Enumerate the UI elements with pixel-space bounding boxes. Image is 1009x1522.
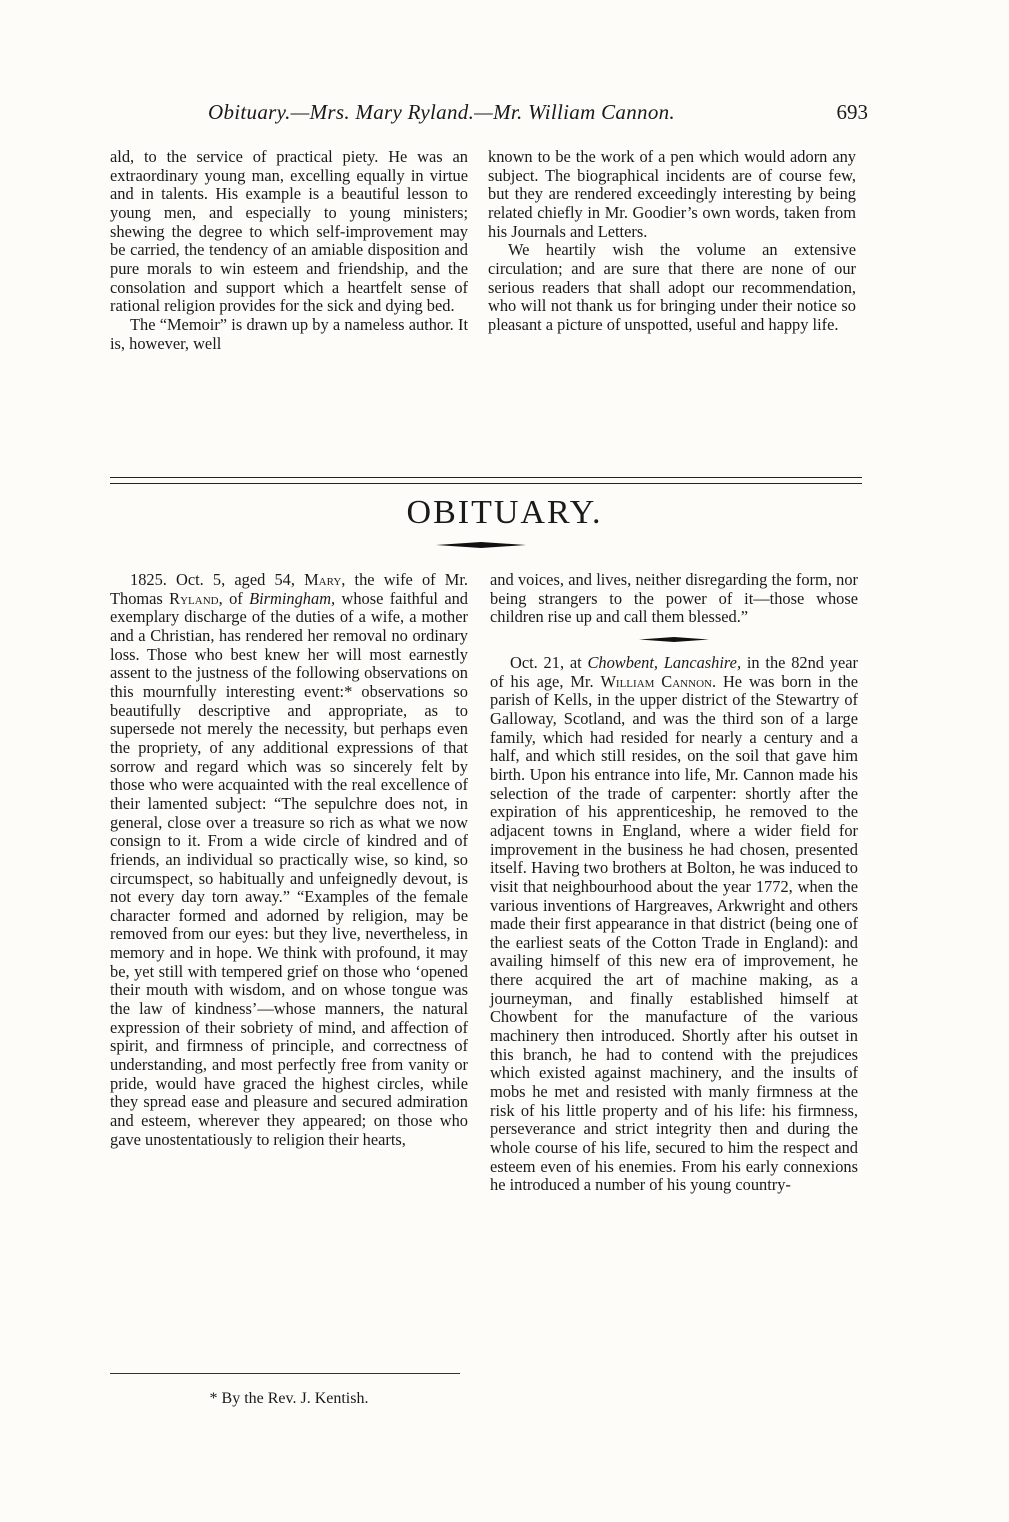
running-head xyxy=(108,100,868,134)
page-number: 693 xyxy=(836,100,868,124)
review-right-column xyxy=(488,148,856,335)
ryland-continued: and voices, and lives, neither disregarding the form, nor being strangers to the power of it—those whose children rise up and call them blessed.” xyxy=(490,570,858,627)
ryland-paragraph xyxy=(110,571,468,1149)
running-title: Obituary.—Mrs. Mary Ryland.—Mr. William Cannon. xyxy=(208,100,675,124)
ryland-date: 1825. Oct. 5, aged 54, xyxy=(130,570,295,589)
review-paragraph: known to be the work of a pen which would adorn any subject. The biographical incidents are of course few, but they are rendered exceedingly interesting by being related chiefly in Mr. Goodier’s own words, taken from his Journals and Letters. xyxy=(488,147,856,241)
review-left-column xyxy=(110,148,468,353)
ryland-place: Birmingham, xyxy=(249,588,336,608)
section-title: OBITUARY. xyxy=(406,494,603,531)
cannon-place: Chowbent, Lancashire, xyxy=(587,652,742,672)
review-paragraph: We heartily wish the volume an extensive circulation; and are sure that there are none of our serious readers that shall adopt our recommendation, who will not thank us for bringing under their notice so pleasant a picture of unspotted, useful and happy life. xyxy=(488,240,856,334)
cannon-date: Oct. 21, at xyxy=(510,652,582,672)
ryland-text: the wife of Mr. Thomas xyxy=(110,570,468,608)
footnote-rule xyxy=(110,1373,460,1374)
title-ornament xyxy=(436,542,526,548)
obituary-right-column xyxy=(490,571,858,1195)
cannon-text: in the 82nd year of his age, Mr. xyxy=(490,652,858,691)
ryland-obituary xyxy=(110,571,468,1149)
section-divider xyxy=(110,477,862,484)
entry-divider-ornament xyxy=(639,637,709,642)
footnote: * By the Rev. J. Kentish. xyxy=(209,1390,369,1407)
ryland-surname: Ryland, xyxy=(169,588,223,608)
cannon-name: William Cannon. xyxy=(600,671,717,691)
review-paragraph: The “Memoir” is drawn up by a nameless author. It is, however, well xyxy=(110,314,468,353)
review-paragraph: ald, to the service of practical piety. He was an extraordinary young man, excelling equally in virtue and in talents. His example is a beautiful lesson to young men, and especially to young ministers; shewing the degree to which self-improvement may be carried, the tendency of an amiable disposition and pure morals to win esteem and friendship, and the consolation and support which a heartfelt sense of rational religion provides for the sick and dying bed. xyxy=(110,147,468,316)
ryland-of: of xyxy=(229,588,243,608)
cannon-paragraph xyxy=(490,654,858,1195)
ryland-body: whose faithful and exemplary discharge of the duties of a wife, a mother and a Christian, has rendered her removal no ordinary loss. Those who best knew her will most earnestly assent to the justness of the following observations on this mournfully interesting event:* observations so beautifully descriptive and appropriate, as to supersede not merely the necessity, but perhaps even the propriety, of any additional expressions of that sorrow and regard which was so sincerely felt by those who were acquainted with the real excellence of their lamented subject: “The sepulchre does not, in general, close over a treasure so rich as what we now consign to it. From a wide circle of kindred and of friends, an individual so practically wise, so kind, so circumspect, so habitually and unfeignedly devout, is not every day torn away.” “Examples of the female character formed and adorned by religion, may be removed from our eyes: but they live, nevertheless, in memory and in hope. We think with profound, it may be, yet still with tempered grief on those who ‘opened their mouth with wisdom, and on whose tongue was the law of kindness’—whose manners, the natural expression of their sobriety of mind, and affection of spirit, and firmness of principle, and correctness of understanding, and most perfectly free from vanity or pride, would have graced the highest circles, while they spread ease and pleasure and secured admiration and esteem, wherever they appeared; on those who gave unostentatiously to religion their hearts, xyxy=(110,588,468,1149)
cannon-body: He was born in the parish of Kells, in the upper district of the Stewartry of Galloway, Scotland, and was the third son of a large family, which had resided for nearly a century and a half, and which still resides, on the soil that gave him birth. Upon his entrance into life, Mr. Cannon made his selection of the trade of carpenter: shortly after the expiration of his apprenticeship, he removed to the adjacent towns in England, where a wider field for improvement in the business he had chosen, presented itself. Having two brothers at Bolton, he was induced to visit that neighbourhood about the year 1772, when the various inventions of Hargreaves, Arkwright and others made their first appearance in that district (being one of the earliest seats of the Cotton Trade in England): and availing himself of this new era of improvement, he there acquired the art of machine making, as a journeyman, and finally established himself at Chowbent for the manufacture of the various machinery then introduced. Shortly after his outset in this branch, he had to contend with the prejudices which existed against machinery, and the insults of mobs he met and resisted with manly firmness at the risk of his little property and of his life: his firmness, perseverance and strict integrity then and during the whole course of his life, secured to him the respect and esteem even of his enemies. From his early connexions he introduced a number of his young country- xyxy=(490,671,858,1195)
ryland-name: Mary, xyxy=(304,570,346,589)
